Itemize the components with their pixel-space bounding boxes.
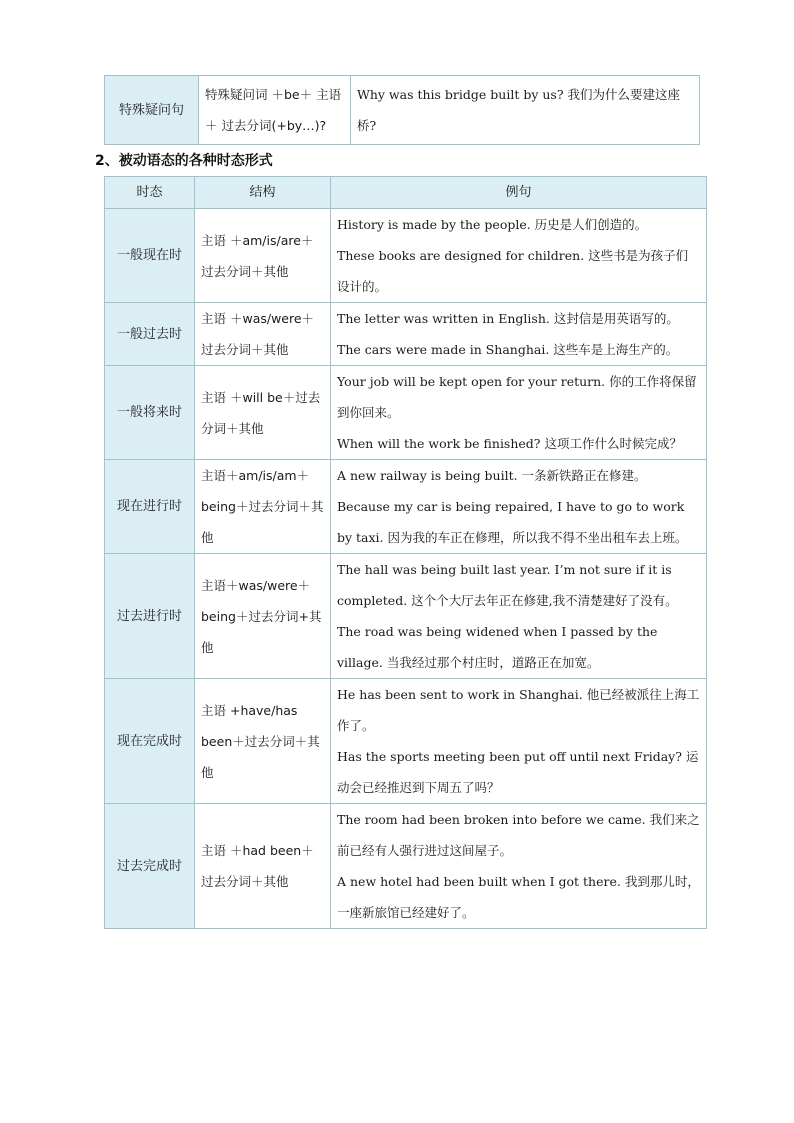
tense-examples [331,303,707,366]
tense-label: 一般过去时 [105,303,195,366]
special-question-example: Why was this bridge built by us? 我们为什么要建这座桥? [351,76,700,145]
tense-structure: 主语 ＋am/is/are＋过去分词＋其他 [195,209,331,303]
tense-structure: 主语＋was/were＋being＋过去分词+其他 [195,554,331,679]
tense-examples [331,679,707,804]
tense-label: 过去完成时 [105,804,195,929]
header-structure: 结构 [195,177,331,209]
special-question-row [105,76,700,145]
tense-label: 一般现在时 [105,209,195,303]
table-row [105,366,707,460]
tense-examples [331,460,707,554]
example-sentence: The letter was written in English. 这封信是用英语写的。 [337,311,679,326]
header-tense: 时态 [105,177,195,209]
tense-structure: 主语 ＋will be＋过去分词＋其他 [195,366,331,460]
example-sentence: The room had been broken into before we came. 我们来之前已经有人强行进过这间屋子。 [337,812,700,858]
table-row [105,303,707,366]
tense-structure: 主语＋am/is/am＋being＋过去分词＋其他 [195,460,331,554]
tense-label: 一般将来时 [105,366,195,460]
example-sentence: The hall was being built last year. I’m not sure if it is completed. 这个个大厅去年正在修建,我不清楚建好了没有。 [337,562,678,608]
table-row [105,554,707,679]
example-sentence: Because my car is being repaired, I have to go to work by taxi. 因为我的车正在修理，所以我不得不坐出租车去上班。 [337,499,688,545]
passive-tense-table [104,176,707,929]
table-row [105,679,707,804]
example-sentence: A new railway is being built. 一条新铁路正在修建。 [337,468,647,483]
example-sentence: The cars were made in Shanghai. 这些车是上海生产的。 [337,342,679,357]
tense-label: 过去进行时 [105,554,195,679]
example-sentence: Your job will be kept open for your return. 你的工作将保留到你回来。 [337,374,697,420]
header-example: 例句 [331,177,707,209]
table-row [105,460,707,554]
example-sentence: The road was being widened when I passed by the village. 当我经过那个村庄时，道路正在加宽。 [337,624,658,670]
example-sentence: Has the sports meeting been put off until next Friday? 运动会已经推迟到下周五了吗？ [337,749,699,795]
table-header-row [105,177,707,209]
example-sentence: A new hotel had been built when I got there. 我到那儿时，一座新旅馆已经建好了。 [337,874,700,920]
example-sentence: These books are designed for children. 这些书是为孩子们设计的。 [337,248,689,294]
example-sentence: When will the work be finished? 这项工作什么时候完成？ [337,436,682,451]
tense-examples [331,209,707,303]
tense-label: 现在完成时 [105,679,195,804]
example-sentence: He has been sent to work in Shanghai. 他已经被派往上海工作了。 [337,687,700,733]
special-question-structure: 特殊疑问词 ＋be＋ 主语 ＋ 过去分词(+by…)? [199,76,351,145]
tense-examples [331,554,707,679]
example-sentence: History is made by the people. 历史是人们创造的。 [337,217,648,232]
tense-structure: 主语 ＋was/were＋过去分词＋其他 [195,303,331,366]
section-heading: 2、被动语态的各种时态形式 [95,153,273,169]
special-question-table [104,75,700,145]
tense-structure: 主语 +have/has been＋过去分词＋其他 [195,679,331,804]
table-row [105,209,707,303]
tense-examples [331,804,707,929]
tense-structure: 主语 ＋had been＋过去分词＋其他 [195,804,331,929]
special-question-label: 特殊疑问句 [105,76,199,145]
table-row [105,804,707,929]
tense-examples [331,366,707,460]
tense-label: 现在进行时 [105,460,195,554]
